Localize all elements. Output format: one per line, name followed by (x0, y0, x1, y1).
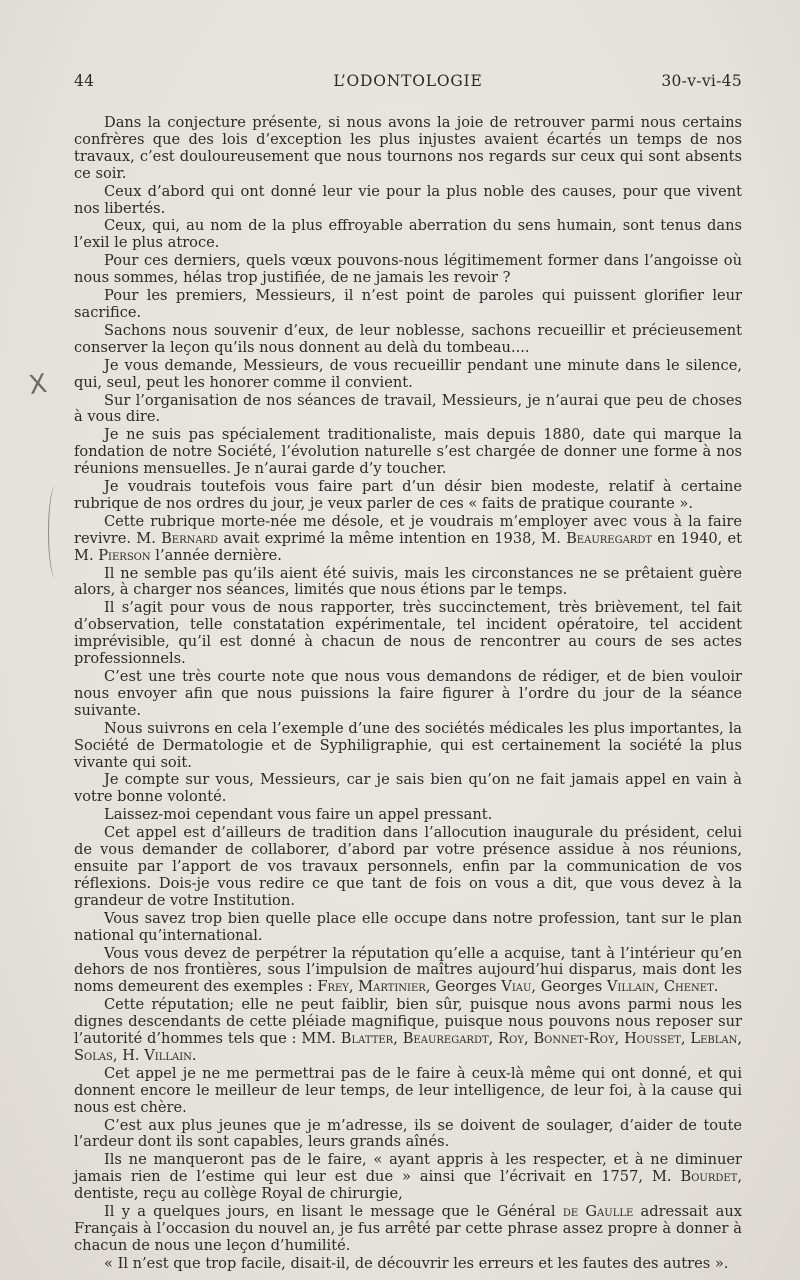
paragraph: Il ne semble pas qu’ils aient été suivis, mais les circonstances ne se prêtaient guère alors, à charger nos séances, limités que nous étions par le temps. (74, 564, 742, 599)
paragraph: Je compte sur vous, Messieurs, car je sais bien qu’on ne fait jamais appel en vain à votre bonne volonté. (74, 771, 742, 806)
paragraph: « Il n’est que trop facile, disait-il, de découvrir les erreurs et les fautes des autres ». (104, 1254, 729, 1272)
text-run: , (348, 978, 359, 996)
paragraph: Dans la conjecture présente, si nous avons la joie de retrouver parmi nous certains confrères que des lois d’exception les plus injustes avaient écartés un temps de nos travaux, c’est douloureusement que nous tournons nos regards sur ceux qui sont absents ce soir. (74, 114, 742, 182)
paragraph: C’est aux plus jeunes que je m’adresse, ils se doivent de soulager, d’aider de toute l’ardeur dont ils sont capables, leurs grands aînés. (74, 1116, 742, 1151)
paragraph: Cet appel je ne me permettrai pas de le faire à ceux-là même qui ont donné, et qui donnent encore le meilleur de leur temps, de leur intelligence, de leur foi, à la cause qui nous est chère. (74, 1064, 742, 1116)
paragraph: Ceux, qui, au nom de la plus effroyable aberration du sens humain, sont tenus dans l’exil le plus atroce. (74, 217, 742, 252)
paragraph (74, 946, 742, 997)
text-run: , dentiste, reçu au collège Royal de chirurgie, (74, 1168, 742, 1203)
person-name: Bourdet (680, 1168, 738, 1186)
person-name: Blatter (340, 1030, 394, 1048)
text-run: , (393, 1030, 403, 1048)
text-run: , H. (112, 1046, 145, 1064)
journal-title: L’ODONTOLOGIE (333, 72, 483, 90)
person-name: Bonnet-Roy (533, 1030, 615, 1048)
text-run: l’année dernière. (150, 546, 282, 564)
person-name: Villain (144, 1046, 192, 1064)
text-run: , (488, 1030, 499, 1048)
margin-bracket-mark (48, 486, 63, 578)
paragraph: Pour ces derniers, quels vœux pouvons-nous légitimement former dans l’angoisse où nous sommes, hélas trop justifiée, de ne jamais les revoir ? (74, 252, 742, 287)
text-run: Cette rubrique morte-née me désole, et je voudrais m’employer avec vous à la faire revivre. M. (74, 512, 742, 547)
person-name: Leblan (690, 1030, 738, 1048)
paragraph (74, 997, 742, 1065)
paragraph: Il s’agit pour vous de nous rapporter, très succinctement, très brièvement, tel fait d’observation, telle constatation expérimentale, tel incident opératoire, tel accident imprévisible, qu’il est donné à chacun de nous de rencontrer au cours de ses actes professionnels. (74, 599, 742, 668)
person-name: Solas (74, 1046, 113, 1064)
text-run: , (523, 1030, 534, 1048)
paragraph: Je ne suis pas spécialement traditionaliste, mais depuis 1880, date qui marque la fondation de notre Société, l’évolution naturelle s’est chargée de donner une forme à nos réunions mensuelles. Je n’aurai garde d’y toucher. (74, 426, 742, 478)
paragraph: Je voudrais toutefois vous faire part d’un désir bien modeste, relatif à certaine rubrique de nos ordres du jour, je veux parler de ces « faits de pratique courante ». (74, 478, 742, 512)
paragraph: Sur l’organisation de nos séances de travail, Messieurs, je n’aurai que peu de choses à vous dire. (74, 391, 742, 426)
text-run: Vous vous devez de perpétrer la réputation qu’elle a acquise, tant à l’intérieur qu’en dehors de nos frontières, sous l’impulsion de maîtres aujourd’hui disparus, mais dont les noms demeurent des exemples : (74, 944, 742, 996)
paragraph: Sachons nous souvenir d’eux, de leur noblesse, sachons recueillir et précieusement conserver la leçon qu’ils nous donnent au delà du tombeau.... (74, 321, 742, 356)
paragraph: Pour les premiers, Messieurs, il n’est point de paroles qui puissent glorifier leur sacrifice. (74, 287, 742, 321)
paragraph (74, 514, 742, 565)
text-run: adressait aux Français à l’occasion du nouvel an, je fus arrêté par cette phrase assez propre à donner à chacun de nous une leçon d’humilité. (74, 1203, 742, 1254)
paragraph: C’est une très courte note que nous vous demandons de rédiger, et de bien vouloir nous envoyer afin que nous puissions la faire figurer à l’ordre du jour de la séance suivante. (74, 668, 742, 719)
page-number: 44 (74, 72, 95, 90)
paragraph: Je vous demande, Messieurs, de vous recueillir pendant une minute dans le silence, qui, seul, peut les honorer comme il convient. (74, 356, 742, 391)
margin-cross-mark: X (26, 368, 49, 402)
person-name: de Gaulle (562, 1203, 634, 1221)
text-run: en 1940, et M. (74, 529, 743, 564)
text-run: Ils ne manqueront pas de le faire, « ayant appris à les respecter, et à ne diminuer jamais rien de l’estime qui leur est due » ainsi que l’écrivait en 1757, M. (74, 1151, 742, 1186)
text-run: . (191, 1046, 197, 1064)
paragraph (74, 1152, 742, 1203)
person-name: Viau (501, 978, 532, 996)
person-name: Bernard (161, 529, 219, 547)
text-run: avait exprimé la même intention en 1938, M. (218, 529, 567, 547)
text-run: , Georges (531, 978, 607, 996)
person-name: Martinier (358, 978, 426, 996)
article-body (74, 115, 742, 1274)
text-run: Il y a quelques jours, en lisant le message que le Général (104, 1203, 563, 1221)
person-name: Housset (624, 1030, 681, 1048)
person-name: Beauregardt (402, 1030, 489, 1048)
text-run: Cette réputation; elle ne peut faiblir, bien sûr, puisque nous avons parmi nous les dignes descendants de cette pléiade magnifique, puisque nous pouvons nous reposer sur l’autorité d’hommes tels que : MM. (74, 996, 742, 1048)
person-name: Villain (606, 978, 655, 996)
text-run: , (614, 1030, 625, 1048)
person-name: Pierson (98, 546, 151, 564)
paragraph: Laissez-moi cependant vous faire un appel pressant. (104, 806, 493, 824)
person-name: Frey (317, 978, 349, 996)
paragraph: Vous savez trop bien quelle place elle occupe dans notre profession, tant sur le plan national qu’international. (74, 909, 742, 944)
paragraph (74, 1204, 742, 1255)
person-name: Beauregardt (566, 529, 653, 547)
paragraph: Nous suivrons en cela l’exemple d’une des sociétés médicales les plus importantes, la Société de Dermatologie et de Syphiligraphie, qui est certainement la société la plus vivante qui soit. (74, 719, 742, 771)
person-name: Roy (498, 1030, 524, 1048)
text-run: . (713, 978, 719, 996)
issue-date: 30-v-vi-45 (661, 72, 742, 90)
running-header (74, 72, 742, 96)
text-run: , Georges (425, 978, 502, 996)
text-run: , (654, 978, 664, 996)
paragraph: Ceux d’abord qui ont donné leur vie pour la plus noble des causes, pour que vivent nos libertés. (74, 182, 742, 217)
paragraph: Cet appel est d’ailleurs de tradition dans l’allocution inaugurale du président, celui de vous demander de collaborer, d’abord par votre présence assidue à nos réunions, ensuite par l’apport de vos travaux personnels, enfin par la communication de vos réflexions. Dois-je vous redire ce que tant de fois on vous a dit, que vous devez à la grandeur de votre Institution. (74, 824, 742, 909)
text-run: , (737, 1030, 743, 1048)
text-run: , (680, 1030, 691, 1048)
person-name: Chenet (663, 978, 714, 996)
